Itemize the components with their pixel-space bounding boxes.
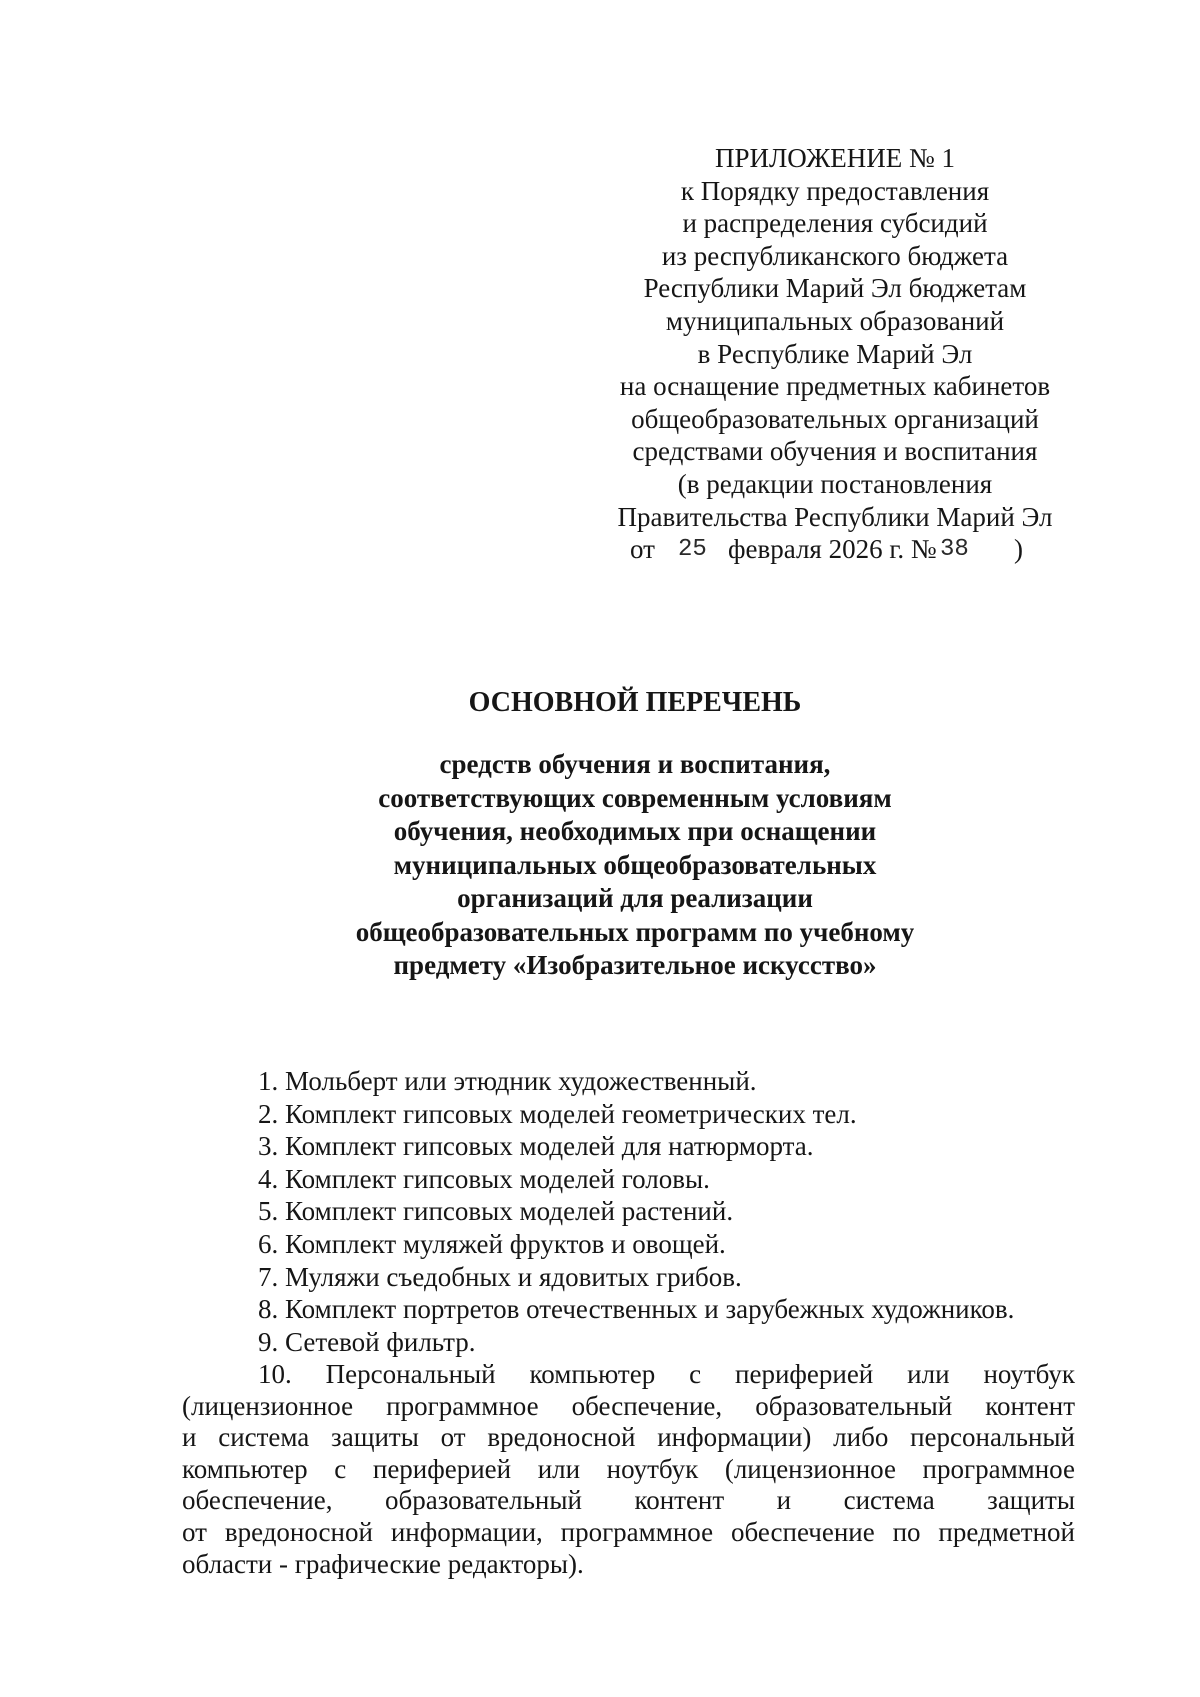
resolution-number: 38 xyxy=(940,536,969,564)
appendix-line: средствами обучения и воспитания xyxy=(632,436,1038,467)
resolution-date-line xyxy=(590,533,1080,566)
subtitle-line: соответствующих современным условиям xyxy=(378,782,892,813)
appendix-line: общеобразовательных организаций xyxy=(631,403,1039,434)
appendix-line: Республики Марий Эл бюджетам xyxy=(643,273,1027,304)
appendix-header xyxy=(590,142,1080,566)
date-day: 25 xyxy=(678,536,707,564)
paragraph-line: компьютер с периферией или ноутбук (лицензионное программное xyxy=(182,1453,1075,1484)
date-month-year: февраля 2026 г. № xyxy=(728,534,937,565)
list-item: 2. Комплект гипсовых моделей геометрических тел. xyxy=(258,1098,857,1129)
list-item: 5. Комплект гипсовых моделей растений. xyxy=(258,1196,734,1227)
paragraph-line: 10. Персональный компьютер с периферией или ноутбук xyxy=(258,1359,1075,1389)
list-item: 7. Муляжи съедобных и ядовитых грибов. xyxy=(258,1261,742,1292)
paragraph-line: и система защиты от вредоносной информации) либо персональный xyxy=(182,1422,1075,1453)
paragraph-line: (лицензионное программное обеспечение, образовательный контент xyxy=(182,1390,1075,1421)
appendix-line: и распределения субсидий xyxy=(682,208,988,239)
list-item-10 xyxy=(182,1359,1075,1580)
list-item: 3. Комплект гипсовых моделей для натюрморта. xyxy=(258,1131,814,1162)
paragraph-line: от вредоносной информации, программное обеспечение по предметной xyxy=(182,1516,1075,1547)
appendix-line: к Порядку предоставления xyxy=(680,175,990,206)
list-item: 6. Комплект муляжей фруктов и овощей. xyxy=(258,1228,726,1259)
subtitle-line: организаций для реализации xyxy=(457,883,813,913)
appendix-line: на оснащение предметных кабинетов xyxy=(619,371,1051,402)
subtitle-line: предмету «Изобразительное искусство» xyxy=(393,950,877,980)
paragraph-line: обеспечение, образовательный контент и система защиты xyxy=(182,1485,1075,1516)
document-subtitle xyxy=(0,748,1200,983)
appendix-line: в Республике Марий Эл xyxy=(697,338,973,369)
list-item: 9. Сетевой фильтр. xyxy=(258,1326,476,1357)
subtitle-line: обучения, необходимых при оснащении xyxy=(393,816,877,846)
appendix-line: муниципальных образований xyxy=(665,305,1005,336)
appendix-line: (в редакции постановления xyxy=(677,468,993,499)
subtitle-line: общеобразовательных программ по учебному xyxy=(355,916,915,947)
list-item: 1. Мольберт или этюдник художественный. xyxy=(258,1066,757,1096)
paragraph-line: области - графические редакторы). xyxy=(182,1548,584,1579)
appendix-line: из республиканского бюджета xyxy=(661,240,1009,271)
list-item: 4. Комплект гипсовых моделей головы. xyxy=(258,1163,710,1194)
appendix-heading: ПРИЛОЖЕНИЕ № 1 xyxy=(714,143,956,173)
equipment-list xyxy=(258,1065,1078,1358)
date-from-label: от xyxy=(630,534,655,565)
subtitle-line: средств обучения и воспитания, xyxy=(439,749,831,779)
subtitle-line: муниципальных общеобразовательных xyxy=(393,849,877,880)
document-title: ОСНОВНОЙ ПЕРЕЧЕНЬ xyxy=(468,687,802,718)
date-closing-paren: ) xyxy=(1014,534,1023,565)
list-item: 8. Комплект портретов отечественных и зарубежных художников. xyxy=(258,1294,1015,1325)
appendix-line: Правительства Республики Марий Эл xyxy=(617,501,1053,532)
